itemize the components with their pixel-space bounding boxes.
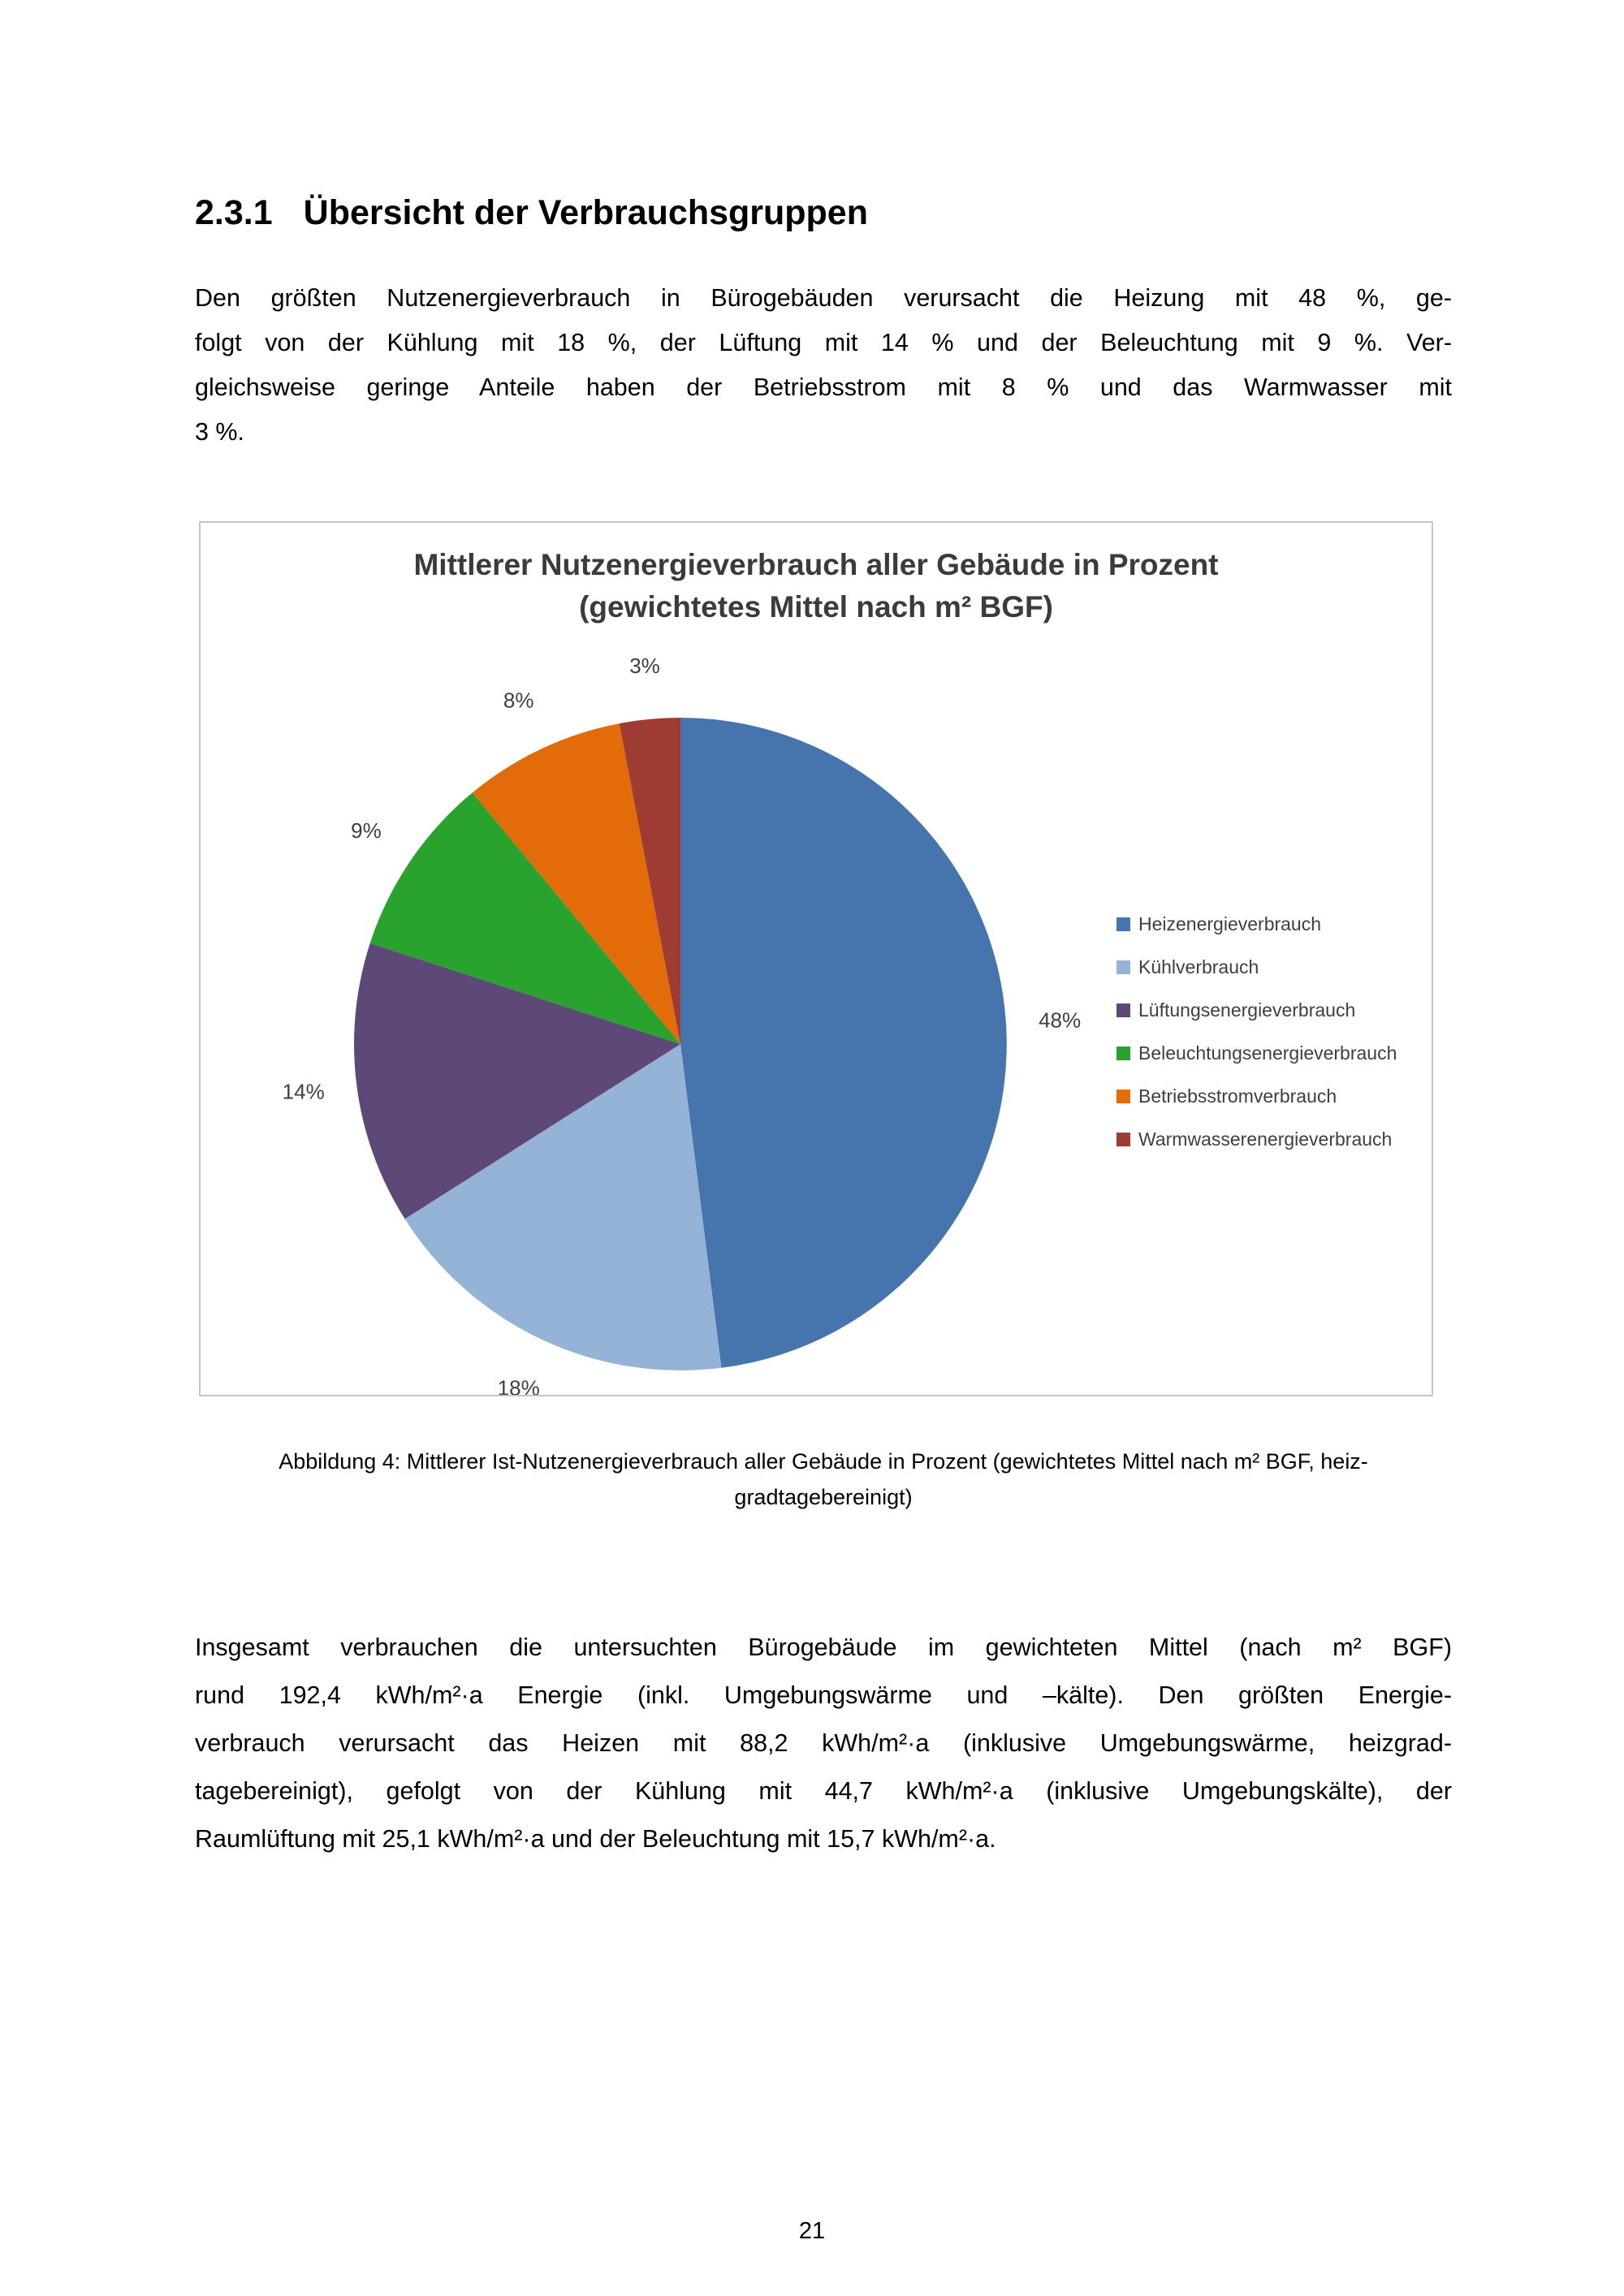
legend-swatch-icon [1116,1047,1130,1060]
legend-item [1116,946,1397,989]
paragraph-line: Raumlüftung mit 25,1 kWh/m²·a und der Beleuchtung mit 15,7 kWh/m²·a. [195,1825,996,1853]
figure-chart-frame [199,521,1433,1396]
pie-slice-percent-label: 3% [629,654,660,679]
legend-swatch-icon [1116,917,1130,931]
pie-slice-percent-label: 8% [503,688,534,713]
paragraph-line: Insgesamt verbrauchen die untersuchten Bürogebäude im gewichteten Mittel (nach m² BGF) [195,1634,1452,1661]
paragraph-line: Den größten Nutzenergieverbrauch in Bürogebäuden verursacht die Heizung mit 48 %, ge- [195,284,1452,312]
figure-caption-line: Abbildung 4: Mittlerer Ist-Nutzenergieverbrauch aller Gebäude in Prozent (gewichtetes Mittel nach m² BGF, heiz- [279,1449,1368,1474]
paragraph-line: folgt von der Kühlung mit 18 %, der Lüftung mit 14 % und der Beleuchtung mit 9 %. Ver- [195,329,1452,356]
legend-swatch-icon [1116,1003,1130,1017]
paragraph-line: 3 %. [195,418,245,446]
legend-swatch-icon [1116,960,1130,974]
pie-slice-percent-label: 9% [351,818,382,843]
section-heading [195,193,1453,233]
paragraph-line: tagebereinigt), gefolgt von der Kühlung mit 44,7 kWh/m²·a (inklusive Umgebungskälte), der [195,1777,1452,1805]
pie-slice-percent-label: 18% [497,1375,540,1395]
legend-label: Kühlverbrauch [1138,956,1259,978]
legend-label: Lüftungsenergieverbrauch [1138,999,1356,1021]
section-title: Übersicht der Verbrauchsgruppen [303,193,868,232]
intro-paragraph [195,276,1452,455]
pie-slice [680,718,1007,1368]
legend-item [1116,1118,1397,1161]
chart-title-line2: (gewichtetes Mittel nach m² BGF) [579,590,1053,624]
legend-label: Beleuchtungsenergieverbrauch [1138,1042,1397,1064]
legend-item [1116,989,1397,1032]
legend-swatch-icon [1116,1090,1130,1103]
legend-label: Heizenergieverbrauch [1138,913,1322,934]
summary-paragraph [195,1624,1452,1863]
legend-item [1116,903,1397,946]
chart-title-line1: Mittlerer Nutzenergieverbrauch aller Gebäude in Prozent [413,548,1219,581]
chart-legend [1116,903,1397,1161]
legend-label: Warmwasserenergieverbrauch [1138,1129,1393,1150]
paragraph-line: rund 192,4 kWh/m²·a Energie (inkl. Umgebungswärme und –kälte). Den größten Energie- [195,1681,1452,1709]
paragraph-line: verbrauch verursacht das Heizen mit 88,2 kWh/m²·a (inklusive Umgebungswärme, heizgrad- [195,1729,1452,1757]
figure-caption-line: gradtagebereinigt) [734,1485,913,1509]
section-number: 2.3.1 [195,193,273,232]
legend-swatch-icon [1116,1133,1130,1146]
paragraph-line: gleichsweise geringe Anteile haben der Betriebsstrom mit 8 % und das Warmwasser mit [195,373,1452,401]
figure-caption [195,1444,1452,1515]
page-number: 21 [798,2218,826,2244]
legend-item [1116,1075,1397,1118]
pie-slice-percent-label: 14% [282,1079,325,1104]
legend-label: Betriebsstromverbrauch [1138,1085,1337,1107]
pie-slice-percent-label: 48% [1039,1008,1082,1033]
legend-item [1116,1032,1397,1075]
